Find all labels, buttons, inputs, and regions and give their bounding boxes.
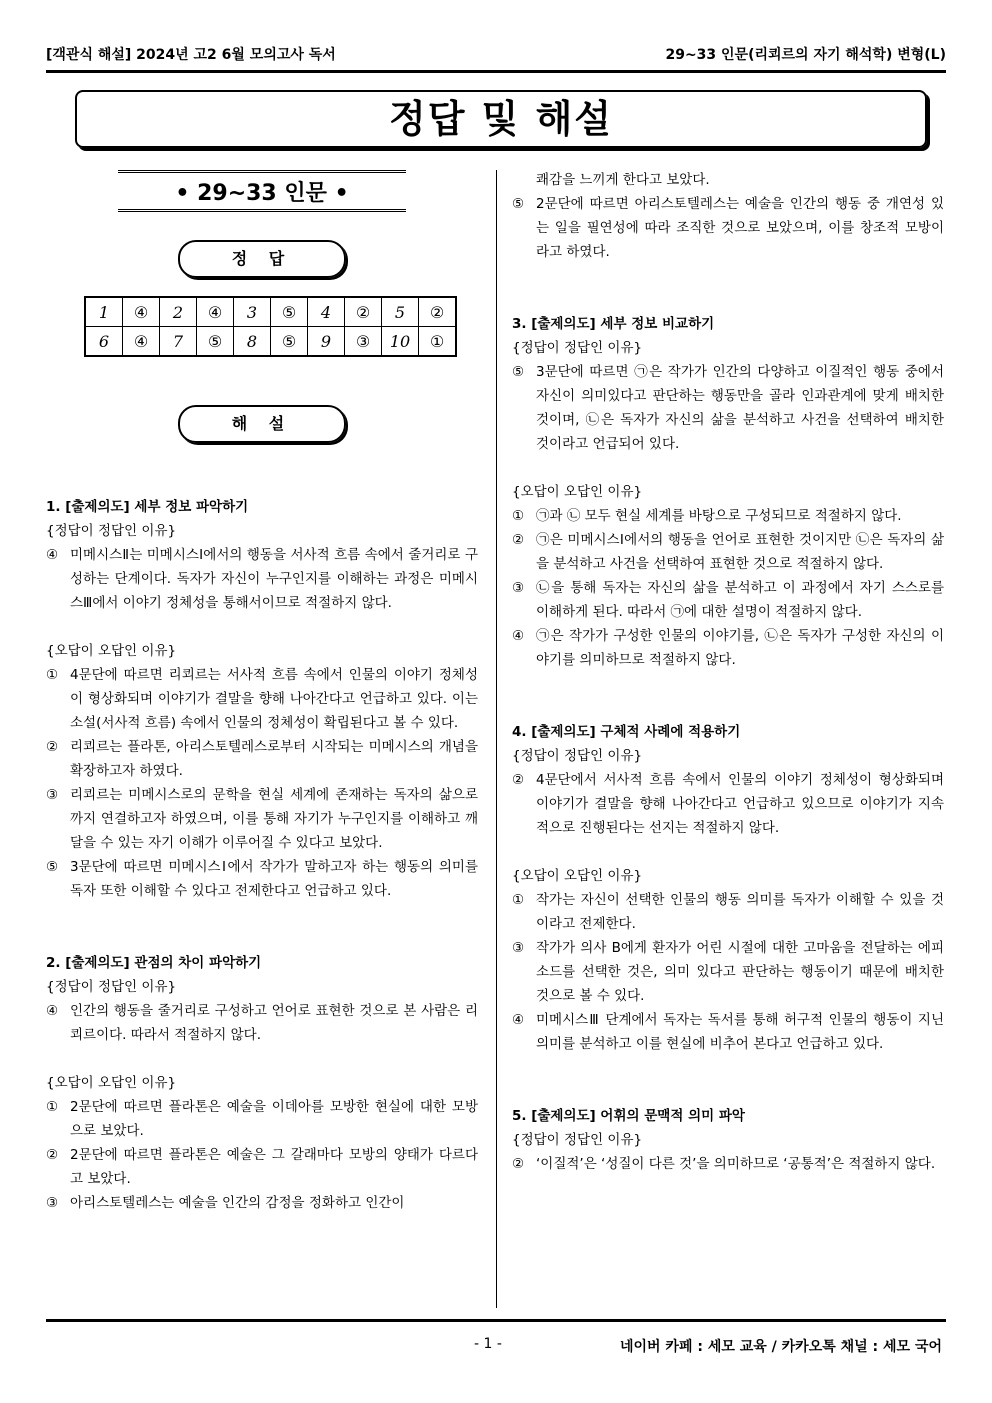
choice-marker: ⑤ xyxy=(512,364,525,380)
question-5 xyxy=(512,1104,944,1176)
footer-credit: 네이버 카페 : 세모 교육 / 카카오톡 채널 : 세모 국어 xyxy=(619,1339,942,1355)
question-title: 2. [출제의도] 관점의 차이 파악하기 xyxy=(46,955,262,971)
list-item xyxy=(46,855,478,903)
wrong-label: {오답이 오답인 이유} xyxy=(46,1075,177,1091)
item-text: 미메시스Ⅲ 단계에서 독자는 독서를 통해 허구적 인물의 행동이 지닌 의미를 분석하고 이를 현실에 비추어 본다고 언급하고 있다. xyxy=(536,1012,944,1052)
answer-value: ④ xyxy=(197,297,234,327)
page-title: 정답 및 해설 xyxy=(75,90,927,148)
item-text: ㉠과 ㉡ 모두 현실 세계를 바탕으로 구성되므로 적절하지 않다. xyxy=(536,508,902,524)
correct-label: {정답이 정답인 이유} xyxy=(46,979,177,995)
list-item xyxy=(512,1152,944,1176)
table-row xyxy=(85,297,456,327)
correct-label: {정답이 정답인 이유} xyxy=(512,748,643,764)
continued-text: 쾌감을 느끼게 한다고 보았다. xyxy=(536,172,710,188)
list-item xyxy=(512,888,944,936)
question-4 xyxy=(512,720,944,1056)
question-title: 1. [출제의도] 세부 정보 파악하기 xyxy=(46,499,249,515)
list-item xyxy=(46,999,478,1047)
choice-marker: ② xyxy=(512,1156,525,1172)
choice-marker: ④ xyxy=(46,1003,59,1019)
correct-label: {정답이 정답인 이유} xyxy=(512,1132,643,1148)
explanation-label: 해 설 xyxy=(178,405,346,443)
table-row xyxy=(85,327,456,357)
list-item xyxy=(512,192,944,264)
wrong-label: {오답이 오답인 이유} xyxy=(512,484,643,500)
choice-marker: ② xyxy=(512,772,525,788)
page-header xyxy=(46,42,946,66)
item-text: 2문단에 따르면 아리스토텔레스는 예술을 인간의 행동 중 개연성 있는 일을 필연성에 따라 조직한 것으로 보았으며, 이를 창조적 모방이라고 하였다. xyxy=(536,196,944,260)
item-text: 4문단에서 서사적 흐름 속에서 인물의 이야기 정체성이 형상화되며 이야기가 결말을 향해 나아간다고 언급하고 있으므로 이야기가 지속적으로 진행된다는 선지는 적절하지 않다. xyxy=(536,772,944,836)
answer-value: ② xyxy=(345,297,382,327)
choice-marker: ② xyxy=(46,739,59,755)
list-item xyxy=(512,1008,944,1056)
correct-label: {정답이 정답인 이유} xyxy=(46,523,177,539)
answer-number: 7 xyxy=(160,327,197,357)
correct-label: {정답이 정답인 이유} xyxy=(512,340,643,356)
header-left: [객관식 해설] 2024년 고2 6월 모의고사 독서 xyxy=(46,47,336,63)
choice-marker: ② xyxy=(512,532,525,548)
list-item xyxy=(46,783,478,855)
answer-value: ③ xyxy=(345,327,382,357)
item-text: 2문단에 따르면 플라톤은 예술을 이데아를 모방한 현실에 대한 모방으로 보았다. xyxy=(70,1099,478,1139)
list-item xyxy=(46,1095,478,1143)
answer-value: ① xyxy=(419,327,457,357)
left-column xyxy=(46,170,478,1215)
answer-number: 3 xyxy=(234,297,271,327)
list-item xyxy=(512,768,944,840)
answer-table xyxy=(84,296,457,357)
list-item xyxy=(512,504,944,528)
answer-number: 5 xyxy=(382,297,419,327)
answer-number: 4 xyxy=(308,297,345,327)
choice-marker: ① xyxy=(46,1099,59,1115)
item-text: 리쾨르는 플라톤, 아리스토텔레스로부터 시작되는 미메시스의 개념을 확장하고자 하였다. xyxy=(70,739,478,779)
list-item xyxy=(512,360,944,456)
answer-value: ② xyxy=(419,297,457,327)
answer-value: ⑤ xyxy=(271,297,308,327)
question-1 xyxy=(46,495,478,903)
answer-number: 2 xyxy=(160,297,197,327)
list-item xyxy=(512,936,944,1008)
choice-marker: ④ xyxy=(512,628,525,644)
list-item xyxy=(46,1143,478,1191)
header-right: 29~33 인문(리쾨르의 자기 해석학) 변형(L) xyxy=(665,47,946,63)
answer-value: ⑤ xyxy=(197,327,234,357)
question-3 xyxy=(512,312,944,672)
answer-label: 정 답 xyxy=(178,240,346,278)
question-2 xyxy=(46,951,478,1215)
list-item xyxy=(512,624,944,672)
question-title: 3. [출제의도] 세부 정보 비교하기 xyxy=(512,316,715,332)
wrong-label: {오답이 오답인 이유} xyxy=(46,643,177,659)
answer-value: ④ xyxy=(123,327,160,357)
column-divider xyxy=(496,170,497,1308)
choice-marker: ⑤ xyxy=(512,196,525,212)
answer-number: 9 xyxy=(308,327,345,357)
item-text: 미메시스Ⅱ는 미메시스Ⅰ에서의 행동을 서사적 흐름 속에서 줄거리로 구성하는 단계이다. 독자가 자신이 누구인지를 이해하는 과정은 미메시스Ⅲ에서 이야기 정체성을 통해서이므로 적절하지 않다. xyxy=(70,547,478,611)
page-number: - 1 - xyxy=(474,1336,502,1352)
answer-number: 1 xyxy=(85,297,123,327)
choice-marker: ④ xyxy=(46,547,59,563)
choice-marker: ③ xyxy=(512,940,525,956)
question-title: 4. [출제의도] 구체적 사례에 적용하기 xyxy=(512,724,741,740)
item-text: 2문단에 따르면 플라톤은 예술은 그 갈래마다 모방의 양태가 다르다고 보았다. xyxy=(70,1147,478,1187)
item-text: 리쾨르는 미메시스로의 문학을 현실 세계에 존재하는 독자의 삶으로까지 연결하고자 하였으며, 이를 통해 자기가 누구인지를 이해하고 깨달을 수 있는 자기 이해가 이루어질 수 있다고 보았다. xyxy=(70,787,478,851)
item-text: 아리스토텔레스는 예술을 인간의 감정을 정화하고 인간이 xyxy=(70,1195,405,1211)
wrong-label: {오답이 오답인 이유} xyxy=(512,868,643,884)
answer-number: 6 xyxy=(85,327,123,357)
footer-rule xyxy=(46,1319,946,1322)
choice-marker: ② xyxy=(46,1147,59,1163)
item-text: ㉡을 통해 독자는 자신의 삶을 분석하고 이 과정에서 자기 스스로를 이해하게 된다. 따라서 ㉠에 대한 설명이 적절하지 않다. xyxy=(536,580,944,620)
item-text: ‘이질적’은 ‘성질이 다른 것’을 의미하므로 ‘공통적’은 적절하지 않다. xyxy=(536,1156,936,1172)
header-rule xyxy=(46,70,946,73)
answer-value: ④ xyxy=(123,297,160,327)
answer-number: 8 xyxy=(234,327,271,357)
list-item xyxy=(46,1191,478,1215)
section-banner: • 29~33 인문 • xyxy=(118,170,406,212)
list-item xyxy=(46,663,478,735)
right-column xyxy=(512,168,944,1176)
item-text: ㉠은 작가가 구성한 인물의 이야기를, ㉡은 독자가 구성한 자신의 이야기를 의미하므로 적절하지 않다. xyxy=(536,628,944,668)
list-item xyxy=(512,576,944,624)
item-text: ㉠은 미메시스Ⅰ에서의 행동을 언어로 표현한 것이지만 ㉡은 독자의 삶을 분석하고 사건을 선택하여 표현한 것으로 적절하지 않다. xyxy=(536,532,944,572)
choice-marker: ③ xyxy=(512,580,525,596)
choice-marker: ④ xyxy=(512,1012,525,1028)
choice-marker: ③ xyxy=(46,787,59,803)
list-item xyxy=(46,735,478,783)
question-title: 5. [출제의도] 어휘의 문맥적 의미 파악 xyxy=(512,1108,745,1124)
item-text: 4문단에 따르면 리쾨르는 서사적 흐름 속에서 인물의 이야기 정체성이 형상화되며 이야기가 결말을 향해 나아간다고 언급하고 있다. 이는 소설(서사적 흐름) 속에서 인물의 정체성이 확립된다고 볼 수 있다. xyxy=(70,667,478,731)
choice-marker: ⑤ xyxy=(46,859,59,875)
choice-marker: ① xyxy=(512,892,525,908)
list-item xyxy=(512,528,944,576)
item-text: 작가가 의사 B에게 환자가 어린 시절에 대한 고마움을 전달하는 에피소드를 선택한 것은, 의미 있다고 판단하는 행동이기 때문에 배치한 것으로 볼 수 있다. xyxy=(536,940,944,1004)
choice-marker: ① xyxy=(46,667,59,683)
answer-number: 10 xyxy=(382,327,419,357)
list-item xyxy=(46,543,478,615)
choice-marker: ③ xyxy=(46,1195,59,1211)
choice-marker: ① xyxy=(512,508,525,524)
answer-value: ⑤ xyxy=(271,327,308,357)
item-text: 인간의 행동을 줄거리로 구성하고 언어로 표현한 것으로 본 사람은 리쾨르이다. 따라서 적절하지 않다. xyxy=(70,1003,478,1043)
item-text: 작가는 자신이 선택한 인물의 행동 의미를 독자가 이해할 수 있을 것이라고 전제한다. xyxy=(536,892,944,932)
item-text: 3문단에 따르면 미메시스Ⅰ에서 작가가 말하고자 하는 행동의 의미를 독자 또한 이해할 수 있다고 전제한다고 언급하고 있다. xyxy=(70,859,478,899)
item-text: 3문단에 따르면 ㉠은 작가가 인간의 다양하고 이질적인 행동 중에서 자신이 의미있다고 판단하는 행동만을 골라 인과관계에 맞게 배치한 것이며, ㉡은 독자가 자신의 삶을 분석하고 사건을 선택하여 배치한 것이라고 언급되어 있다. xyxy=(536,364,944,452)
